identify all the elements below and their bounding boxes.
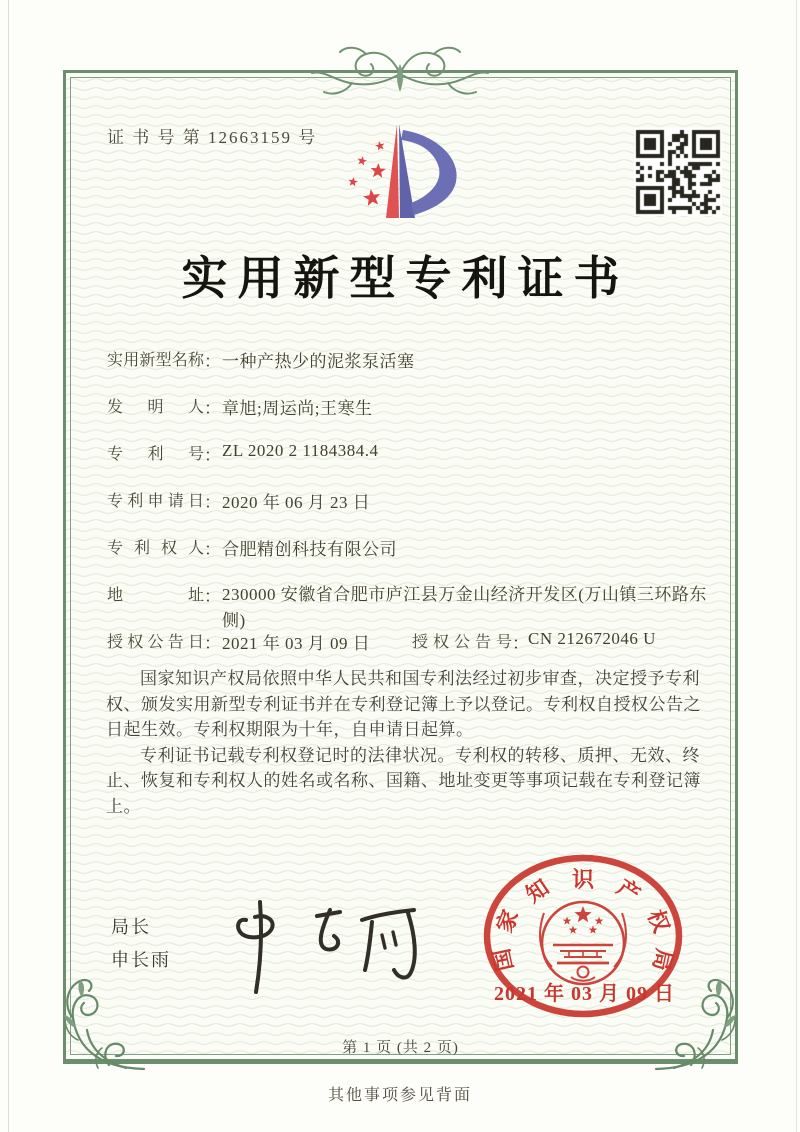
field-row-grant-date — [107, 629, 370, 654]
field-row-patentee — [107, 535, 397, 560]
field-label: 地址 — [107, 587, 204, 604]
field-colon: ： — [204, 540, 221, 559]
legal-paragraph-1: 国家知识产权局依照中华人民共和国专利法经过初步审查，决定授予专利权、颁发实用新型专利证书并在专利登记簿上予以登记。专利权自授权公告之日起生效。专利权期限为十年，自申请日起算。 — [106, 669, 701, 739]
svg-text:家: 家 — [491, 906, 524, 936]
field-value: CN 212672046 U — [528, 629, 656, 648]
legal-paragraph-2: 专利证书记载专利权登记时的法律状况。专利权的转移、质押、无效、终止、恢复和专利权人的姓名或名称、国籍、地址变更等事项记载在专利登记簿上。 — [106, 745, 701, 816]
field-label: 授权公告号 — [412, 634, 512, 651]
scan-edge-line — [8, 0, 9, 1132]
commissioner-name: 申长雨 — [111, 950, 171, 970]
svg-text:产: 产 — [612, 874, 645, 908]
field-label: 发明人 — [107, 399, 204, 416]
svg-text:国: 国 — [488, 946, 518, 974]
field-label: 专利号 — [107, 446, 204, 463]
field-value: 2020 年 06 月 23 日 — [222, 493, 371, 512]
seal-date: 2021 年 03 月 09 日 — [494, 983, 675, 1005]
field-row-utility-model-name — [107, 347, 415, 372]
svg-text:知: 知 — [521, 874, 554, 908]
bottom-left-flourish — [54, 972, 146, 1074]
top-flourish-ornament — [278, 40, 522, 106]
field-row-patent-number — [107, 441, 379, 466]
field-value: 合肥精创科技有限公司 — [222, 540, 397, 559]
field-row-address — [107, 582, 724, 634]
field-colon: ： — [204, 352, 221, 371]
field-row-inventors — [107, 394, 372, 419]
field-label: 专利申请日 — [107, 493, 204, 510]
svg-text:局: 局 — [648, 946, 678, 974]
field-colon: ： — [204, 399, 221, 418]
svg-text:权: 权 — [642, 906, 675, 936]
signature-icon — [222, 890, 427, 1000]
commissioner-title: 局长 — [111, 917, 151, 937]
field-value: 章旭;周运尚;王寒生 — [222, 399, 373, 418]
qr-code-icon — [634, 128, 722, 216]
back-side-note: 其他事项参见背面 — [327, 1087, 472, 1104]
certificate-title: 实用新型专利证书 — [181, 253, 630, 304]
field-row-grant-number — [412, 629, 656, 654]
field-value: 230000 安徽省合肥市庐江县万金山经济开发区(万山镇三环路东侧) — [222, 585, 707, 630]
certificate-number: 证 书 号 第 12663159 号 — [107, 128, 318, 147]
field-colon: ： — [204, 634, 221, 653]
field-colon: ： — [204, 587, 221, 606]
field-label: 专利权人 — [107, 540, 204, 557]
field-label: 授权公告日 — [107, 634, 204, 651]
field-value: 2021 年 03 月 09 日 — [222, 634, 371, 653]
field-colon: ： — [512, 634, 529, 653]
field-value: 一种产热少的泥浆泵活塞 — [222, 352, 415, 371]
page-number: 第 1 页 (共 2 页) — [342, 1040, 459, 1056]
field-value: ZL 2020 2 1184384.4 — [222, 441, 379, 460]
cnipa-logo-icon — [341, 110, 467, 234]
field-row-filing-date — [107, 488, 370, 513]
scan-edge-line-right — [796, 0, 797, 1132]
field-label: 实用新型名称 — [107, 352, 204, 369]
legal-text-block — [106, 666, 716, 819]
field-colon: ： — [204, 493, 221, 512]
svg-text:识: 识 — [571, 867, 595, 892]
field-colon: ： — [204, 446, 221, 465]
